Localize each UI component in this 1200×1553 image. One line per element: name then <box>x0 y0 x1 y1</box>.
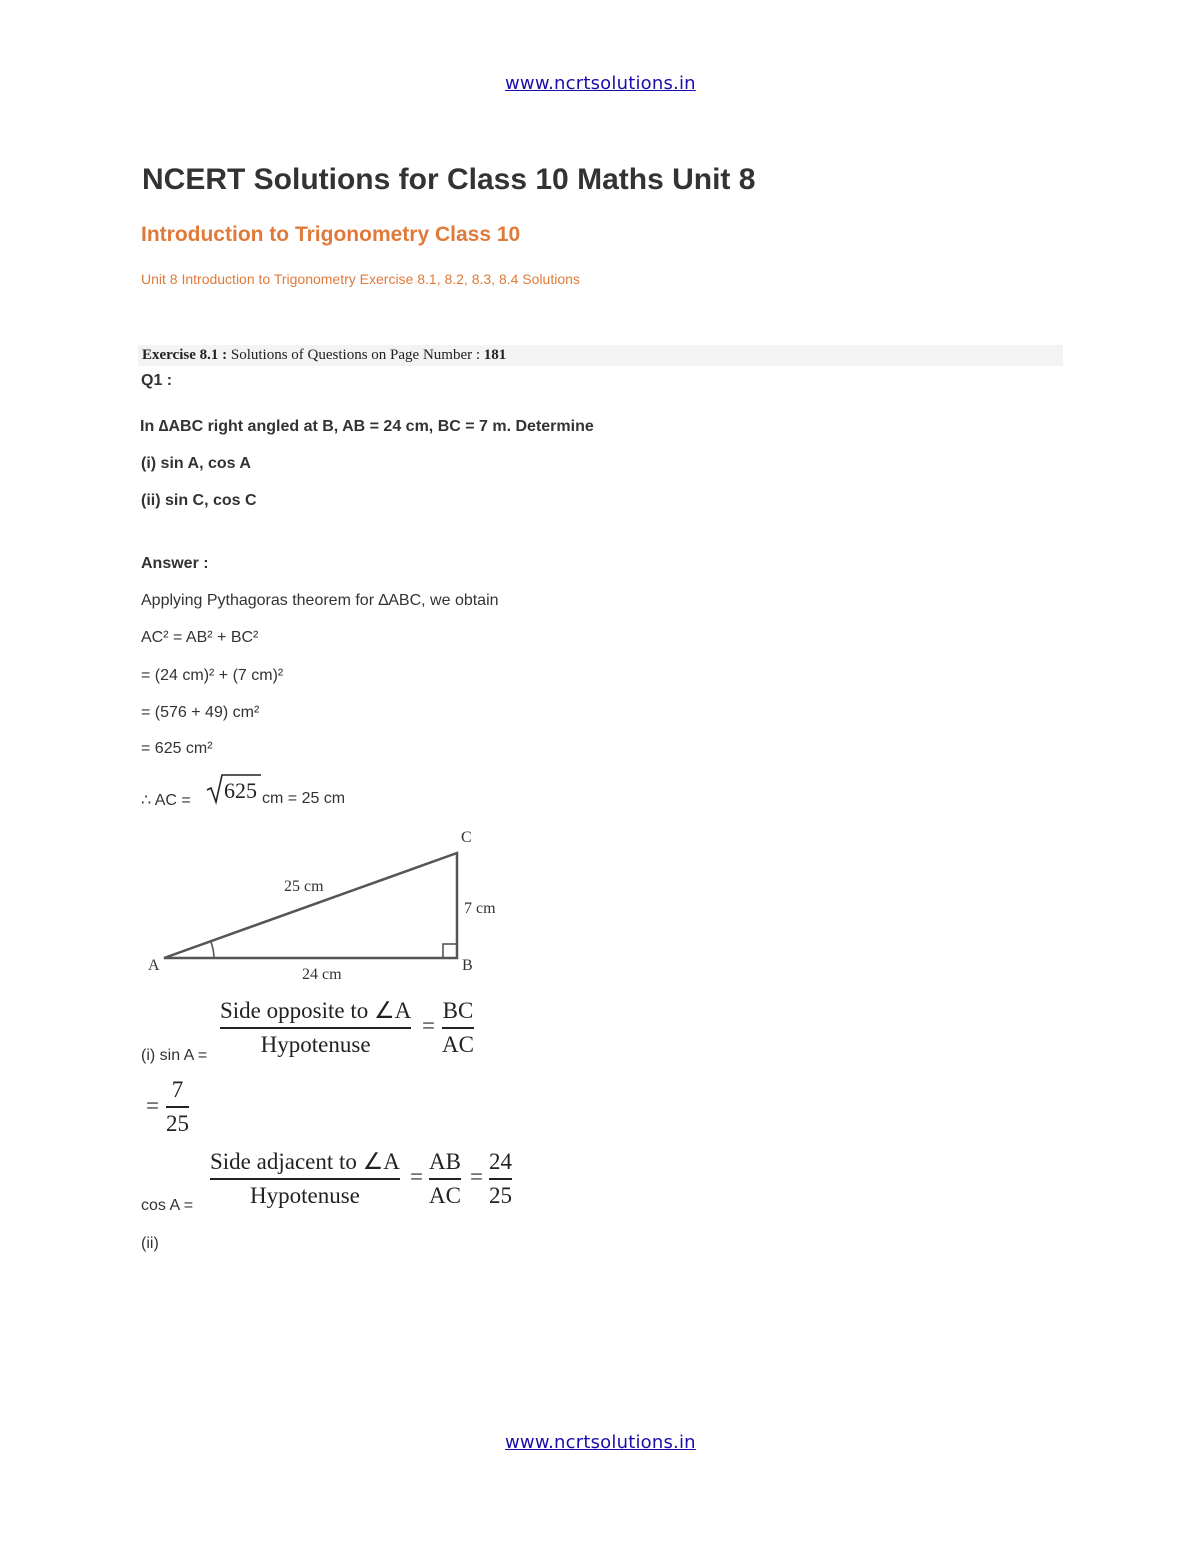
question-part-2: (ii) sin C, cos C <box>141 492 257 509</box>
sin-a-result-fraction <box>166 1076 189 1138</box>
sin-a-numerator-2: BC <box>442 998 474 1023</box>
cos-a-equals-2: = <box>470 1164 483 1189</box>
sqrt-value: 625 <box>224 778 257 803</box>
page-subtitle: Introduction to Trigonometry Class 10 <box>141 223 521 246</box>
angle-a-arc <box>211 942 214 958</box>
answer-line-3: = (576 + 49) cm² <box>141 704 260 721</box>
answer-line-1: AC² = AB² + BC² <box>141 629 259 646</box>
answer-line-4: = 625 cm² <box>141 740 213 757</box>
fraction-bar <box>429 1178 461 1180</box>
cos-a-equals-1: = <box>410 1164 423 1189</box>
cos-a-denominator-3: 25 <box>489 1182 512 1208</box>
sin-a-result-equals: = <box>146 1093 159 1118</box>
exercise-label: Exercise 8.1 : <box>142 347 228 363</box>
right-angle-mark <box>443 944 457 958</box>
cos-a-denominator-2: AC <box>429 1182 461 1208</box>
exercise-heading <box>142 347 506 364</box>
exercise-text: Solutions of Questions on Page Number : <box>227 347 484 363</box>
answer-label: Answer : <box>141 555 209 572</box>
base-label: 24 cm <box>302 966 342 983</box>
cos-a-denominator-1: Hypotenuse <box>250 1182 360 1208</box>
answer-line-2: = (24 cm)² + (7 cm)² <box>141 667 284 684</box>
sin-a-denominator-2: AC <box>442 1031 474 1057</box>
question-number: Q1 : <box>141 372 173 389</box>
cos-a-label: cos A = <box>141 1197 194 1214</box>
fraction-bar <box>166 1106 189 1108</box>
sin-a-fraction-2 <box>442 997 474 1059</box>
sin-a-equals: = <box>422 1013 435 1038</box>
sin-a-denominator-1: Hypotenuse <box>260 1031 371 1057</box>
sin-a-fraction-1 <box>220 997 411 1059</box>
part-ii-label: (ii) <box>141 1235 159 1252</box>
hypotenuse-label: 25 cm <box>284 878 324 895</box>
sin-a-result-numerator: 7 <box>171 1077 184 1102</box>
page-title: NCERT Solutions for Class 10 Maths Unit 8 <box>142 163 756 196</box>
question-part-1: (i) sin A, cos A <box>141 455 251 472</box>
answer-intro: Applying Pythagoras theorem for ∆ABC, we obtain <box>141 592 499 609</box>
fraction-bar <box>210 1178 400 1180</box>
footer-link[interactable]: www.ncrtsolutions.in <box>505 1432 696 1453</box>
cos-a-fraction-2 <box>429 1148 461 1210</box>
cos-a-numerator-3: 24 <box>489 1149 512 1174</box>
fraction-bar <box>442 1027 474 1029</box>
height-label: 7 cm <box>464 900 496 917</box>
answer-line-5-prefix: ∴ AC = <box>141 792 191 809</box>
sqrt-expression <box>205 772 263 806</box>
triangle-diagram <box>140 820 520 990</box>
fraction-bar <box>489 1178 512 1180</box>
unit-note: Unit 8 Introduction to Trigonometry Exercise 8.1, 8.2, 8.3, 8.4 Solutions <box>141 271 580 287</box>
header-link[interactable]: www.ncrtsolutions.in <box>505 73 696 94</box>
vertex-b-label: B <box>462 957 473 974</box>
cos-a-numerator-2: AB <box>429 1149 461 1174</box>
exercise-page: 181 <box>483 347 507 363</box>
question-text: In ∆ABC right angled at B, AB = 24 cm, BC = 7 m. Determine <box>140 418 594 435</box>
cos-a-numerator-1: Side adjacent to ∠A <box>210 1149 400 1174</box>
sin-a-label: (i) sin A = <box>141 1047 208 1064</box>
sin-a-numerator-1: Side opposite to ∠A <box>220 998 412 1023</box>
triangle-shape <box>164 853 457 958</box>
cos-a-fraction-3 <box>489 1148 512 1210</box>
vertex-a-label: A <box>148 957 160 974</box>
fraction-bar <box>220 1027 411 1029</box>
answer-line-5-suffix: cm = 25 cm <box>262 790 346 807</box>
cos-a-fraction-1 <box>210 1148 400 1210</box>
sin-a-result-denominator: 25 <box>166 1110 189 1136</box>
vertex-c-label: C <box>461 829 472 846</box>
